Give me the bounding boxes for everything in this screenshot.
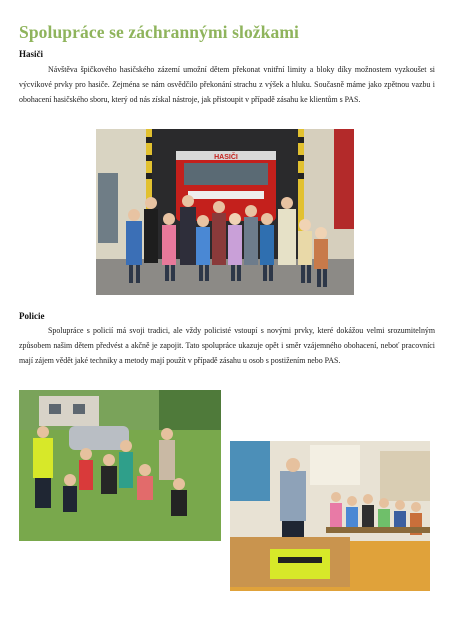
section-paragraph-policie: Spolupráce s policií má svoji tradici, ale vždy policisté vstoupí s novými prvky, které dokážou velmi srozumitelným způsobem našim dětem předvést a akčně je zapojit. Tato spolupráce ukazuje opět i směr vzájemného obohacení, neboť pracovníci mají zájem vědět jaké techniky a metody mají použít v případě zásahu u osob s postižením nebo PAS.	[19, 326, 435, 366]
page-title: Spolupráce se záchrannými složkami	[19, 22, 299, 42]
photo-fire-station-group	[96, 129, 354, 295]
section-heading-policie: Policie	[19, 311, 45, 321]
section-heading-hasici: Hasiči	[19, 49, 43, 59]
photo-police-classroom	[230, 441, 430, 591]
section-paragraph-hasici: Návštěva špičkového hasičského zázemí umožní dětem překonat vnitřní limity a bloky díky možnostem vyzkoušet si výcvikové prvky pro hasiče. Zejména se nám osvědčilo překonání strachu z výšek a hluku. Současně máme jako zpětnou vazbu i obohacení hasičského sboru, který od nás získal nástroje, jak přistoupit v případě zásahu ke klientům s PAS.	[19, 65, 435, 105]
photo-police-garden-group	[19, 390, 221, 541]
fire-truck-sign: HASIČI	[214, 154, 238, 161]
